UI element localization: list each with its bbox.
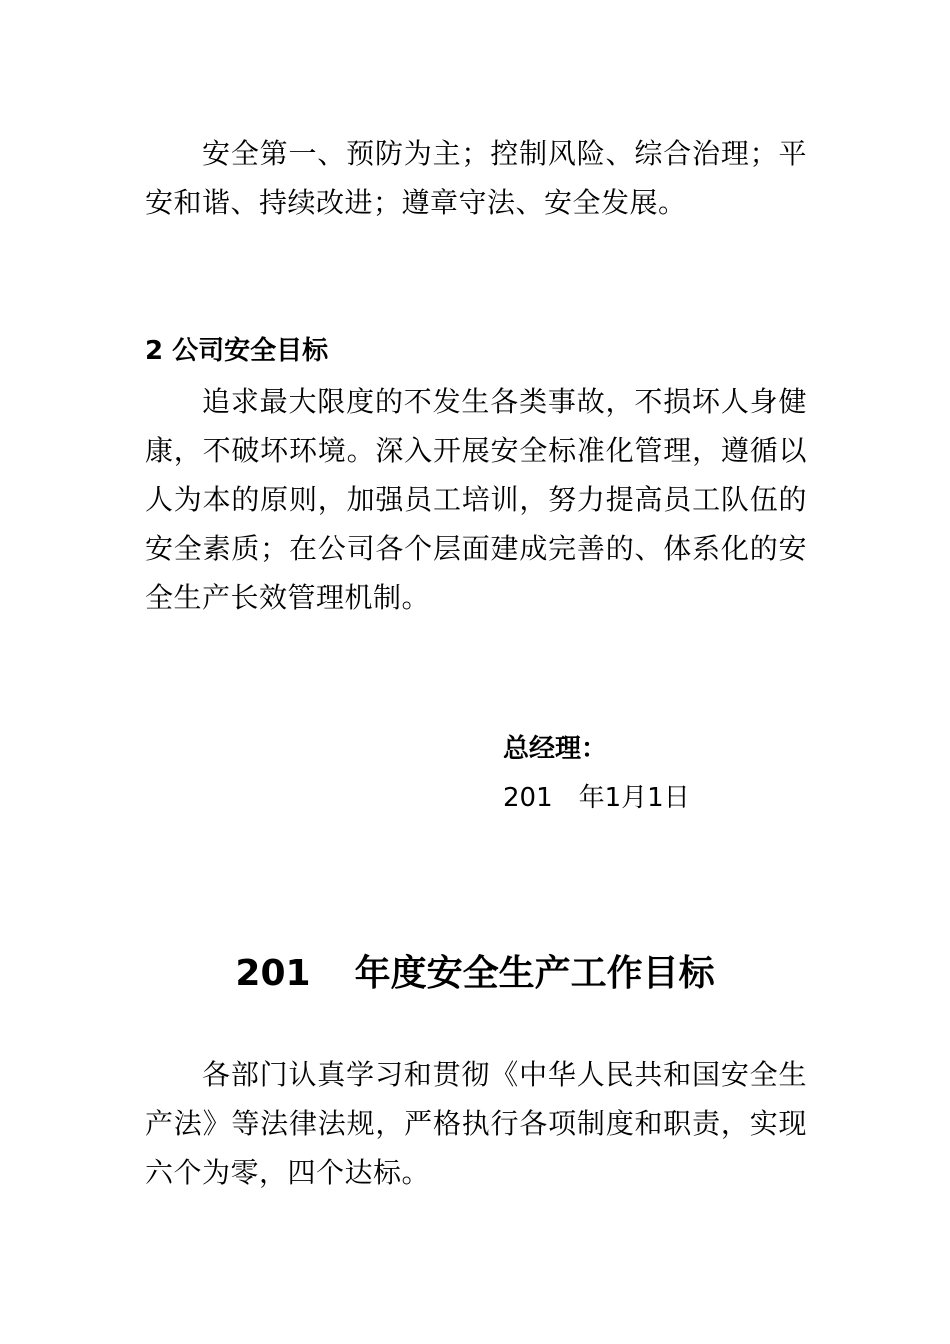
signature-date: 201 年1月1日 xyxy=(503,783,690,813)
safety-goals-paragraph: 追求最大限度的不发生各类事故，不损坏人身健康，不破坏环境。深入开展安全标准化管理，遵循以人为本的原则，加强员工培训，努力提高员工队伍的安全素质；在公司各个层面建成完善的、体系化的安全生产长效管理机制。 xyxy=(145,385,807,614)
section-heading-safety-goals: 2 公司安全目标 xyxy=(145,336,329,366)
title-text: 年度安全生产工作目标 xyxy=(354,953,715,994)
general-manager-label: 总经理： xyxy=(503,734,608,764)
document-title xyxy=(0,952,950,996)
intro-paragraph: 各部门认真学习和贯彻《中华人民共和国安全生产法》等法律法规，严格执行各项制度和职责，实现六个为零，四个达标。 xyxy=(145,1058,807,1189)
title-year: 201 xyxy=(235,953,311,994)
safety-policy-paragraph: 安全第一、预防为主；控制风险、综合治理；平安和谐、持续改进；遵章守法、安全发展。 xyxy=(145,137,807,219)
